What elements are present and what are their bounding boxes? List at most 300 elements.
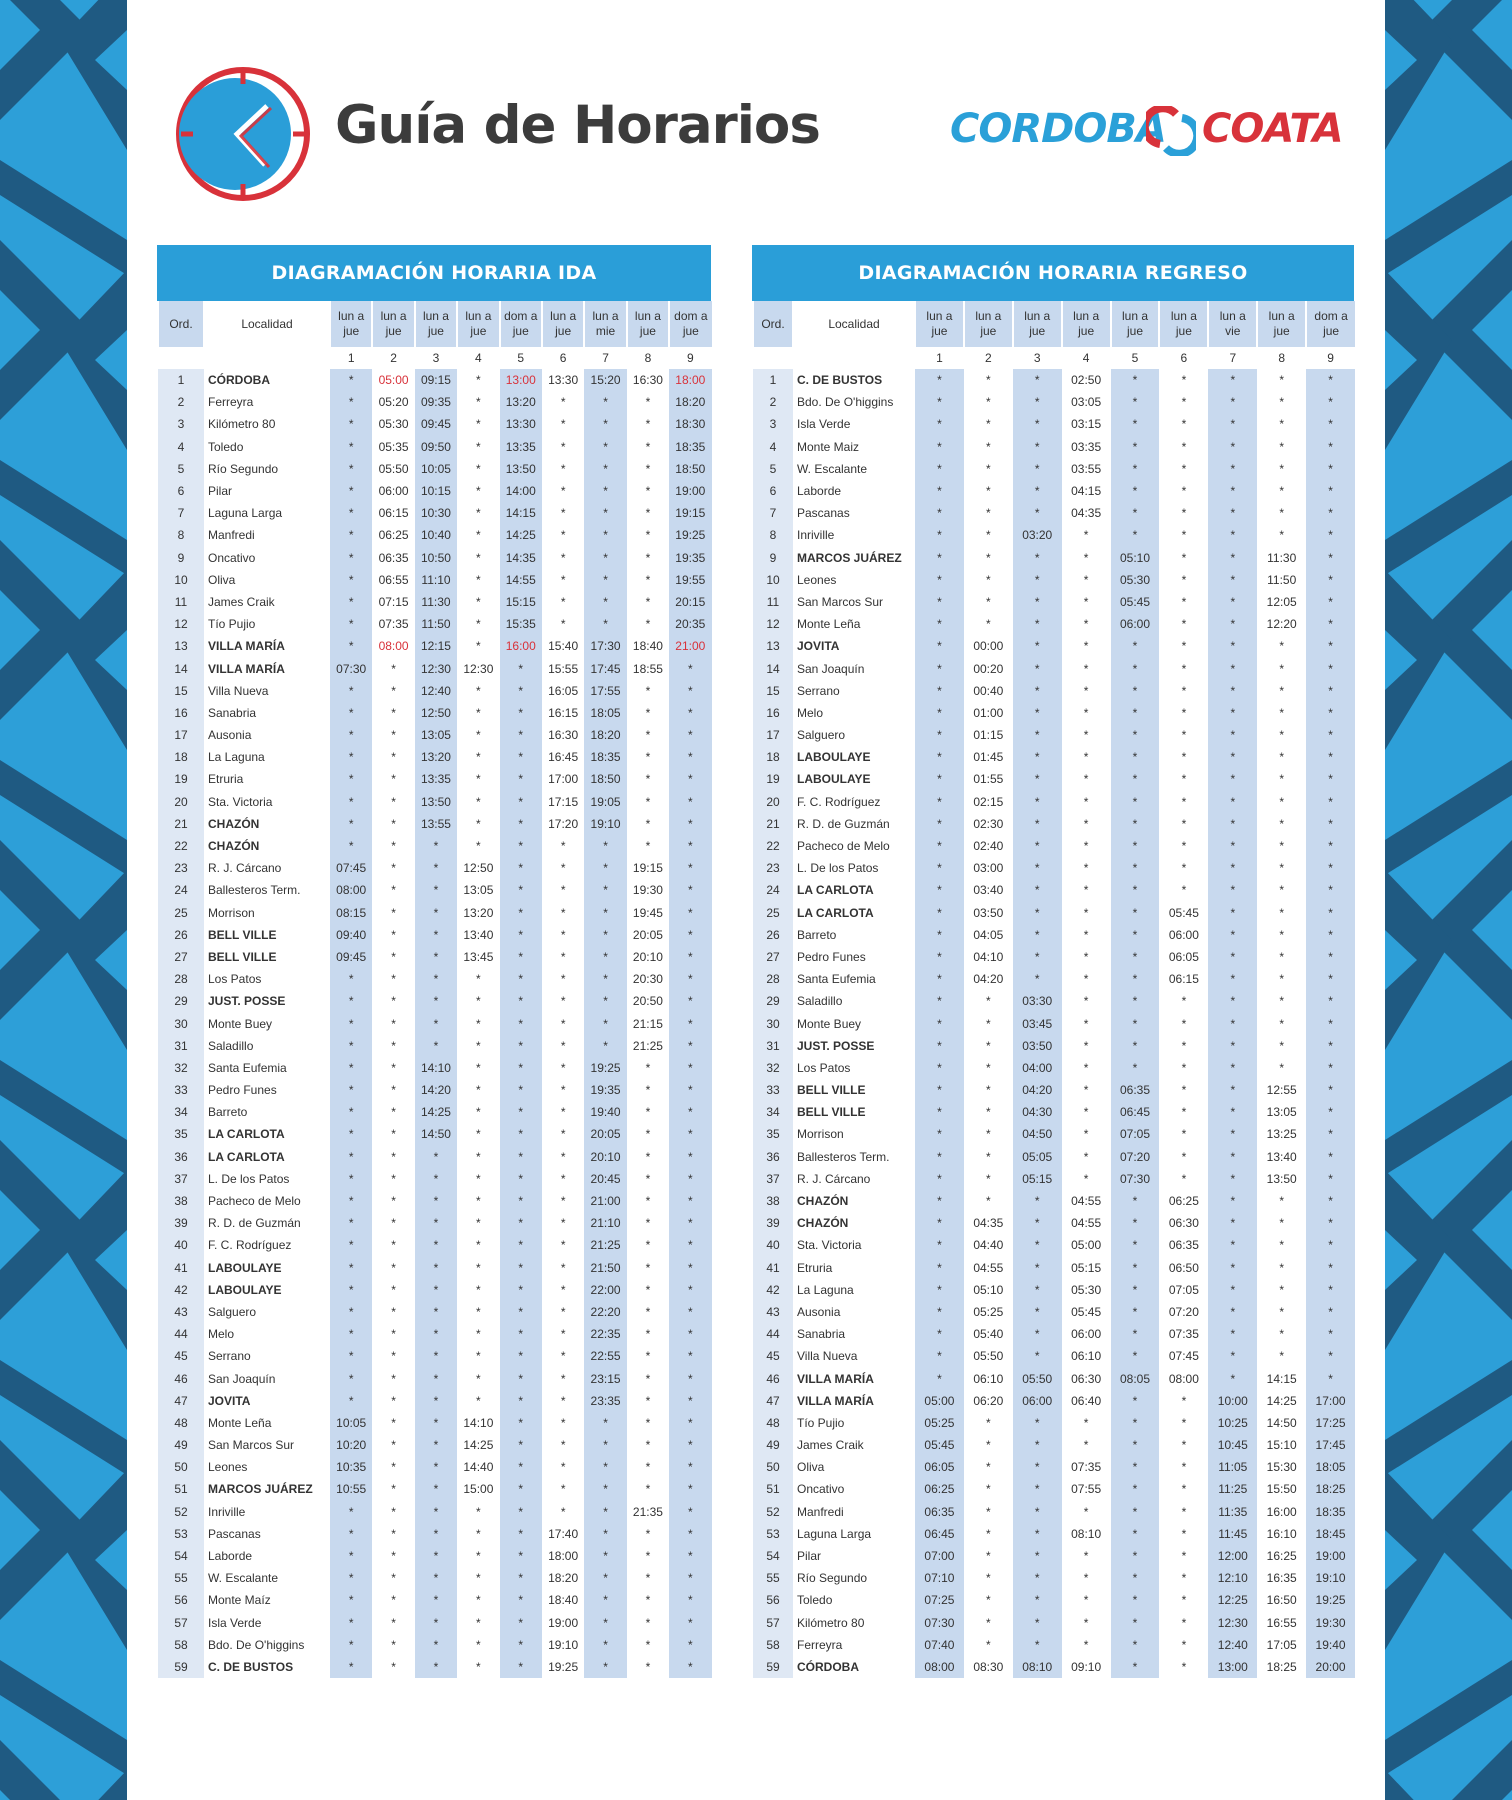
time-cell: * [391,949,396,964]
time-cell: * [645,1260,651,1275]
time-cell: * [415,1501,457,1523]
time-cell: * [1013,791,1062,813]
time-cell: * [1013,724,1062,746]
time-cell: * [391,861,396,876]
time-cell: * [391,1349,396,1364]
time-cell: * [330,1656,372,1678]
table-row [753,1612,1355,1634]
time-cell: * [476,750,481,765]
time-cell: * [584,1434,626,1456]
table-row [158,1101,712,1123]
order-cell: 17 [158,724,204,746]
table-row [753,480,1355,502]
time-cell: * [645,1460,651,1475]
time-cell: * [500,1412,542,1434]
time-cell: 06:35 [1111,1079,1160,1101]
time-cell: * [669,702,711,724]
time-cell: * [1208,1345,1257,1367]
time-cell: 15:50 [1266,1482,1297,1497]
time-cell: * [560,1149,566,1164]
time-cell: * [391,683,396,698]
time-cell: 19:35 [584,1079,626,1101]
time-cell: * [1083,1549,1089,1564]
time-cell: * [1208,924,1257,946]
service-number: 9 [1327,350,1334,365]
time-cell: * [500,1012,542,1034]
locality-cell: LABOULAYE [797,750,871,765]
time-cell: * [915,1190,964,1212]
time-cell: 14:25 [463,1438,494,1453]
order-cell: 58 [158,1634,204,1656]
time-cell: * [1181,1060,1187,1075]
locality-cell: Sta. Victoria [208,794,273,809]
locality-cell: C. DE BUSTOS [797,373,883,388]
time-cell: * [476,373,481,388]
order-cell: 41 [158,1257,204,1279]
time-cell: * [915,1345,964,1367]
time-cell: * [915,569,964,591]
table-row [158,1545,712,1567]
time-cell: * [330,813,372,835]
time-cell: * [986,484,991,499]
time-cell: * [1279,1216,1285,1231]
table-row [753,458,1355,480]
time-cell: * [1181,528,1187,543]
time-cell: * [645,839,651,854]
time-cell: * [645,705,651,720]
time-cell: 05:50 [378,461,409,476]
table-row [753,1545,1355,1567]
time-cell: 14:35 [500,547,542,569]
table-row [158,1079,712,1101]
time-cell: * [330,524,372,546]
time-cell: 05:45 [1071,1304,1102,1319]
time-cell: * [669,924,711,946]
time-cell: * [1208,436,1257,458]
time-cell: 17:05 [1266,1637,1297,1652]
time-cell: * [584,569,626,591]
time-cell: 04:50 [1013,1123,1062,1145]
time-cell: * [1306,968,1355,990]
order-cell: 22 [158,835,204,857]
time-cell: 13:20 [415,746,457,768]
time-cell: * [330,968,372,990]
brand-name-right: COATA [1202,106,1343,152]
locality-cell: W. Escalante [797,461,868,476]
time-cell: 19:40 [1306,1634,1355,1656]
time-cell: 21:10 [584,1212,626,1234]
time-cell: * [1181,1482,1187,1497]
time-cell: * [1306,1301,1355,1323]
table-row [158,1012,712,1034]
time-cell: * [1181,750,1187,765]
time-cell: 12:30 [1208,1612,1257,1634]
time-cell: * [476,1216,481,1231]
time-cell: * [1013,768,1062,790]
locality-cell: LA CARLOTA [208,1127,285,1142]
time-cell: * [645,417,651,432]
time-cell: * [476,1127,481,1142]
locality-cell: Pedro Funes [797,949,866,964]
time-cell: * [1306,1168,1355,1190]
time-cell: * [1111,1345,1160,1367]
table-row [158,369,712,391]
time-cell: * [330,835,372,857]
locality-cell: Saladillo [797,994,843,1009]
table-row [158,813,712,835]
order-cell: 39 [158,1212,204,1234]
time-cell: * [669,1012,711,1034]
time-cell: 06:35 [915,1501,964,1523]
order-cell: 42 [753,1279,793,1301]
table-row [158,1656,712,1678]
time-cell: 15:00 [463,1482,494,1497]
time-cell: * [1111,635,1160,657]
time-cell: * [560,1260,566,1275]
time-cell: * [1013,1301,1062,1323]
time-cell: * [330,1190,372,1212]
time-cell: * [1208,902,1257,924]
time-cell: * [669,1101,711,1123]
time-cell: * [645,506,651,521]
time-cell: 13:30 [548,373,579,388]
time-cell: * [1279,661,1285,676]
time-cell: 17:45 [584,657,626,679]
time-cell: 23:15 [584,1367,626,1389]
time-cell: 13:50 [415,791,457,813]
time-cell: 18:45 [1306,1523,1355,1545]
time-cell: 22:35 [584,1323,626,1345]
order-cell: 49 [753,1434,793,1456]
time-cell: * [584,613,626,635]
time-cell: * [1013,946,1062,968]
order-cell: 6 [753,480,793,502]
time-cell: * [1181,461,1187,476]
time-cell: * [330,1257,372,1279]
locality-cell: Oliva [208,572,236,587]
order-cell: 25 [158,902,204,924]
time-cell: * [1208,1012,1257,1034]
table-row [753,813,1355,835]
time-cell: 05:30 [1111,569,1160,591]
time-cell: * [1111,1434,1160,1456]
service-number: 4 [475,350,482,365]
locality-cell: San Marcos Sur [208,1438,295,1453]
order-cell: 13 [158,635,204,657]
time-cell: 14:15 [1266,1371,1297,1386]
locality-cell: Serrano [797,683,840,698]
day-range-header [1306,301,1355,347]
blank-cell [158,347,204,369]
order-cell: 24 [158,879,204,901]
time-cell: * [560,1105,566,1120]
time-cell: * [1111,413,1160,435]
day-range-from: lun a [1170,309,1197,323]
time-cell: * [1083,1593,1089,1608]
time-cell: * [330,1079,372,1101]
time-cell: * [391,1127,396,1142]
time-cell: * [476,1659,481,1674]
time-cell: * [1208,569,1257,591]
day-range-to: jue [343,324,360,338]
time-cell: 07:00 [915,1545,964,1567]
regreso-table [752,301,1355,1678]
time-cell: * [330,702,372,724]
table-row [753,1345,1355,1367]
order-cell: 55 [158,1567,204,1589]
table-row [753,1390,1355,1412]
time-cell: * [1279,1327,1285,1342]
time-cell: 19:25 [669,524,711,546]
day-range-to: jue [1127,324,1144,338]
time-cell: * [1013,1190,1062,1212]
time-cell: * [1181,839,1187,854]
table-row [158,680,712,702]
time-cell: * [500,1168,542,1190]
time-cell: * [1181,661,1187,676]
time-cell: * [1083,528,1089,543]
day-range-from: lun a [465,309,492,323]
locality-cell: MARCOS JUÁREZ [208,1482,313,1497]
time-cell: * [500,1323,542,1345]
locality-cell: LA CARLOTA [797,905,874,920]
time-cell: * [1083,1438,1089,1453]
time-cell: * [1111,480,1160,502]
time-cell: 05:15 [1071,1260,1102,1275]
time-cell: * [415,1589,457,1611]
time-cell: * [560,617,566,632]
time-cell: * [1279,1349,1285,1364]
time-cell: * [584,547,626,569]
time-cell: 09:10 [1071,1659,1102,1674]
time-cell: * [330,990,372,1012]
time-cell: 06:05 [915,1456,964,1478]
table-row [753,1367,1355,1389]
day-range-from: lun a [1121,309,1149,323]
time-cell: * [1013,702,1062,724]
time-cell: * [1083,1038,1089,1053]
time-cell: 06:35 [1168,1238,1199,1253]
time-cell: * [1083,949,1089,964]
time-cell: * [1181,373,1187,388]
localidad-header: Localidad [793,301,915,347]
time-cell: 19:25 [1306,1589,1355,1611]
table-row [158,1234,712,1256]
time-cell: 10:25 [1208,1412,1257,1434]
time-cell: * [915,791,964,813]
time-cell: 19:15 [632,861,663,876]
time-cell: * [1279,528,1285,543]
locality-cell: LABOULAYE [797,772,871,787]
time-cell: 07:30 [330,657,372,679]
time-cell: * [1208,746,1257,768]
locality-cell: BELL VILLE [797,1105,866,1120]
time-cell: * [476,816,481,831]
time-cell: * [391,1659,396,1674]
locality-cell: Sta. Victoria [797,1238,862,1253]
time-cell: * [584,946,626,968]
time-cell: 06:25 [1168,1194,1199,1209]
time-cell: * [669,657,711,679]
time-cell: 06:20 [973,1393,1004,1408]
time-cell: * [584,1545,626,1567]
time-cell: 13:20 [500,391,542,413]
locality-cell: Monte Buey [208,1016,273,1031]
time-cell: 10:35 [330,1456,372,1478]
time-cell: * [1279,417,1285,432]
order-cell: 35 [158,1123,204,1145]
time-cell: 12:10 [1208,1567,1257,1589]
order-cell: 39 [753,1212,793,1234]
time-cell: 12:50 [463,861,494,876]
time-cell: * [669,1390,711,1412]
table-row [158,547,712,569]
time-cell: * [1306,1212,1355,1234]
order-cell: 33 [753,1079,793,1101]
time-cell: 12:20 [1266,617,1297,632]
time-cell: * [986,1105,991,1120]
time-cell: 06:30 [1071,1371,1102,1386]
table-row [158,1478,712,1500]
order-cell: 33 [158,1079,204,1101]
time-cell: * [645,1482,651,1497]
time-cell: * [1111,1390,1160,1412]
locality-cell: Monte Buey [797,1016,862,1031]
time-cell: * [1083,572,1089,587]
locality-cell: JUST. POSSE [797,1038,875,1053]
order-cell: 48 [158,1412,204,1434]
time-cell: * [391,772,396,787]
time-cell: * [1111,1279,1160,1301]
time-cell: * [1013,1234,1062,1256]
time-cell: * [500,946,542,968]
day-range-header [584,301,626,347]
time-cell: * [1279,816,1285,831]
time-cell: 19:00 [669,480,711,502]
time-cell: * [1111,902,1160,924]
locality-cell: Pedro Funes [208,1083,277,1098]
order-cell: 54 [158,1545,204,1567]
table-row [158,1190,712,1212]
time-cell: 19:10 [548,1637,579,1652]
time-cell: 06:00 [1071,1327,1102,1342]
time-cell: * [1083,1637,1089,1652]
time-cell: * [1013,924,1062,946]
order-cell: 37 [158,1168,204,1190]
time-cell: * [391,1593,396,1608]
day-range-from: dom a [1314,309,1348,323]
time-cell: * [560,1349,566,1364]
time-cell: * [915,502,964,524]
time-cell: * [1306,791,1355,813]
table-row [158,1634,712,1656]
time-cell: * [500,902,542,924]
time-cell: * [1111,1523,1160,1545]
time-cell: 19:55 [669,569,711,591]
service-number: 6 [559,350,567,365]
time-cell: 12:50 [415,702,457,724]
time-cell: * [1111,768,1160,790]
time-cell: * [560,1171,566,1186]
table-row [158,1323,712,1345]
time-cell: * [584,968,626,990]
time-cell: 06:45 [915,1523,964,1545]
time-cell: 04:20 [1013,1079,1062,1101]
time-cell: 02:30 [973,816,1004,831]
time-cell: 20:45 [584,1168,626,1190]
time-cell: 13:35 [415,768,457,790]
time-cell: * [476,439,481,454]
time-cell: * [986,1637,991,1652]
time-cell: * [476,1526,481,1541]
time-cell: * [584,990,626,1012]
time-cell: * [584,1612,626,1634]
time-cell: * [1306,724,1355,746]
time-cell: 19:00 [548,1615,579,1630]
time-cell: * [1279,772,1285,787]
table-row [158,1589,712,1611]
time-cell: 14:50 [415,1123,457,1145]
table-row [753,1456,1355,1478]
ida-table [157,301,712,1678]
table-row [158,768,712,790]
locality-cell: Laborde [797,484,842,499]
time-cell: * [1083,1016,1089,1031]
time-cell: * [1083,617,1089,632]
time-cell: * [645,1105,651,1120]
table-row [158,1035,712,1057]
right-pattern-decoration [1385,0,1512,1800]
order-cell: 25 [753,902,793,924]
table-row [753,1168,1355,1190]
time-cell: * [560,1327,566,1342]
time-cell: * [415,1390,457,1412]
time-cell: * [391,1438,396,1453]
page-header [127,0,1385,240]
time-cell: * [1013,1323,1062,1345]
time-cell: * [669,746,711,768]
order-cell: 49 [158,1434,204,1456]
locality-cell: Melo [797,705,824,720]
time-cell: * [476,639,481,654]
time-cell: 06:15 [378,506,409,521]
time-cell: 06:00 [378,484,409,499]
time-cell: * [1181,772,1187,787]
time-cell: * [391,705,396,720]
time-cell: * [1111,436,1160,458]
time-cell: 07:45 [1168,1349,1199,1364]
day-range-from: lun a [422,309,449,323]
order-cell: 52 [158,1501,204,1523]
table-row [158,502,712,524]
locality-cell: Pilar [208,484,233,499]
locality-cell: CÓRDOBA [797,1659,859,1674]
service-number: 2 [390,350,397,365]
time-cell: * [645,1593,651,1608]
time-cell: * [986,373,991,388]
order-cell: 13 [753,635,793,657]
time-cell: * [669,990,711,1012]
time-cell: * [1208,1212,1257,1234]
time-cell: * [669,1612,711,1634]
time-cell: * [1111,968,1160,990]
time-cell: 13:25 [1266,1127,1297,1142]
time-cell: 07:25 [915,1589,964,1611]
locality-cell: F. C. Rodríguez [797,794,881,809]
table-row [158,1212,712,1234]
time-cell: * [1208,1168,1257,1190]
time-cell: 11:45 [1208,1523,1257,1545]
